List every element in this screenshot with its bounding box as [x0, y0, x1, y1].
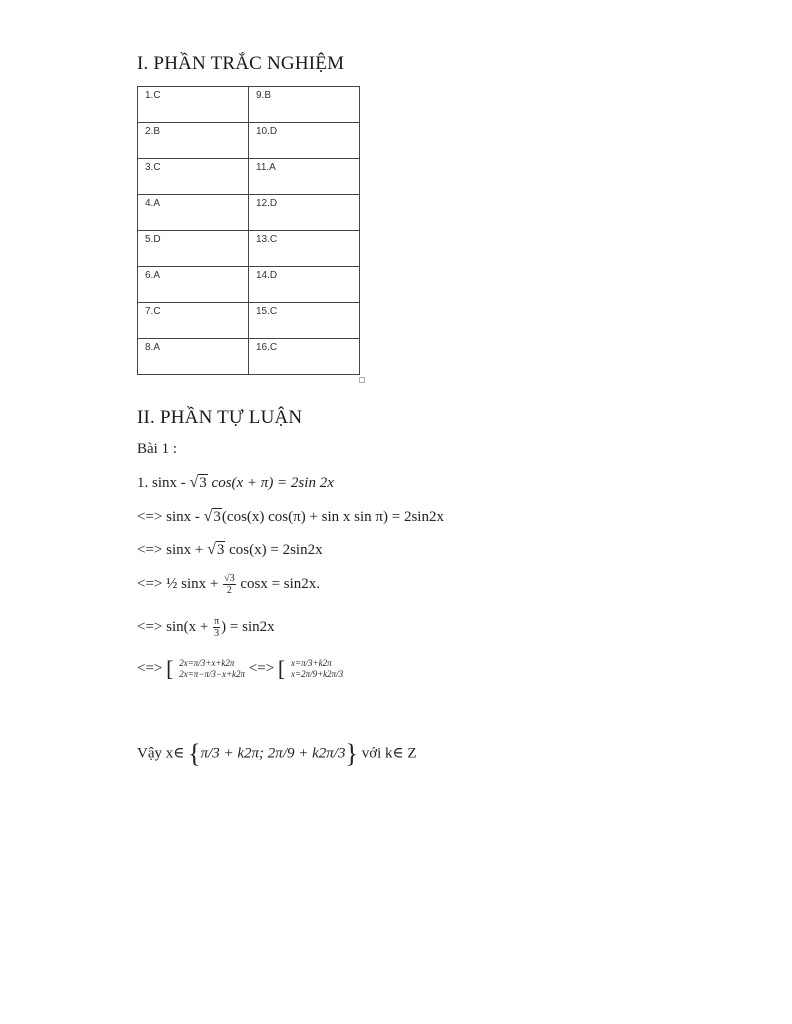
answer-cell[interactable]: 10.D: [249, 123, 360, 159]
fraction-pi-over-3: $\frac{\pi}{3}$: [214, 616, 220, 639]
step6-mid: <=>: [248, 660, 275, 677]
conclusion: [137, 741, 417, 767]
table-row: [138, 195, 360, 231]
step4-prefix: <=> ½ sinx +: [137, 575, 223, 592]
step3-rest: cos(x) = 2sin2x: [229, 542, 323, 558]
equation-step-5: [137, 616, 275, 639]
sqrt3-symbol: √3: [189, 474, 207, 491]
table-row: [138, 231, 360, 267]
answer-table: [137, 86, 360, 375]
equation-step-6: [137, 656, 343, 682]
answer-cell[interactable]: 6.A: [138, 267, 249, 303]
step2-prefix: <=> sinx -: [137, 509, 204, 525]
answer-cell[interactable]: 5.D: [138, 231, 249, 267]
equation-step-2: [137, 508, 444, 526]
step6-prefix: <=>: [137, 660, 163, 677]
answer-cell[interactable]: 9.B: [249, 87, 360, 123]
fraction-sqrt3-over-2: $\frac{√3}{2}$: [224, 573, 235, 596]
answer-cell[interactable]: 13.C: [249, 231, 360, 267]
table-row: [138, 159, 360, 195]
conclusion-set: π/3 + k2π; 2π/9 + k2π/3: [200, 745, 346, 762]
conclusion-prefix: Vậy x∈: [137, 745, 185, 762]
conclusion-suffix: với k∈ Z: [361, 745, 417, 762]
answer-cell[interactable]: 4.A: [138, 195, 249, 231]
table-row: [138, 303, 360, 339]
table-row: [138, 339, 360, 375]
step3-prefix: <=> sinx +: [137, 542, 208, 558]
case-1a: 2x=π/3+x+k2π: [179, 658, 235, 668]
left-brace: {: [188, 739, 201, 768]
answer-cell[interactable]: 15.C: [249, 303, 360, 339]
table-row: [138, 267, 360, 303]
answer-cell[interactable]: 16.C: [249, 339, 360, 375]
step5-rest: ) = sin2x: [221, 618, 275, 635]
answer-cell[interactable]: 8.A: [138, 339, 249, 375]
step2-rest: (cos(x) cos(π) + sin x sin π) = 2sin2x: [221, 509, 444, 525]
problem-label: Bài 1 :: [137, 441, 177, 457]
answer-cell[interactable]: 11.A: [249, 159, 360, 195]
answer-cell[interactable]: 7.C: [138, 303, 249, 339]
equation-step-3: [137, 541, 323, 559]
table-resize-handle[interactable]: [359, 377, 365, 383]
case-system-2: [291, 658, 343, 680]
right-brace: }: [345, 739, 358, 768]
case-2a: x=π/3+k2π: [291, 658, 332, 668]
bracket-symbol: [: [166, 656, 174, 681]
equation-step-4: [137, 573, 320, 596]
case-2b: x=2π/9+k2π/3: [291, 669, 344, 679]
answer-cell[interactable]: 14.D: [249, 267, 360, 303]
bracket-symbol: [: [277, 656, 286, 681]
step4-rest: cosx = sin2x.: [240, 575, 321, 592]
section-title-essay: II. PHẦN TỰ LUẬN: [137, 407, 303, 428]
answer-cell[interactable]: 3.C: [138, 159, 249, 195]
table-row: [138, 87, 360, 123]
equation-step-1: [137, 474, 334, 492]
answer-cell[interactable]: 2.B: [138, 123, 249, 159]
answer-cell[interactable]: 1.C: [138, 87, 249, 123]
case-1b: 2x=π−π/3−x+k2π: [179, 669, 246, 679]
case-system-1: [179, 658, 245, 680]
step1-rest: cos(x + π) = 2sin 2x: [211, 475, 334, 491]
answer-cell[interactable]: 12.D: [249, 195, 360, 231]
table-row: [138, 123, 360, 159]
step1-prefix: 1. sinx -: [137, 475, 190, 491]
step5-prefix: <=> sin(x +: [137, 618, 213, 635]
sqrt3-symbol: √3: [207, 541, 225, 558]
section-title-multiple-choice: I. PHẦN TRẮC NGHIỆM: [137, 53, 345, 74]
sqrt3-symbol: √3: [203, 508, 221, 525]
